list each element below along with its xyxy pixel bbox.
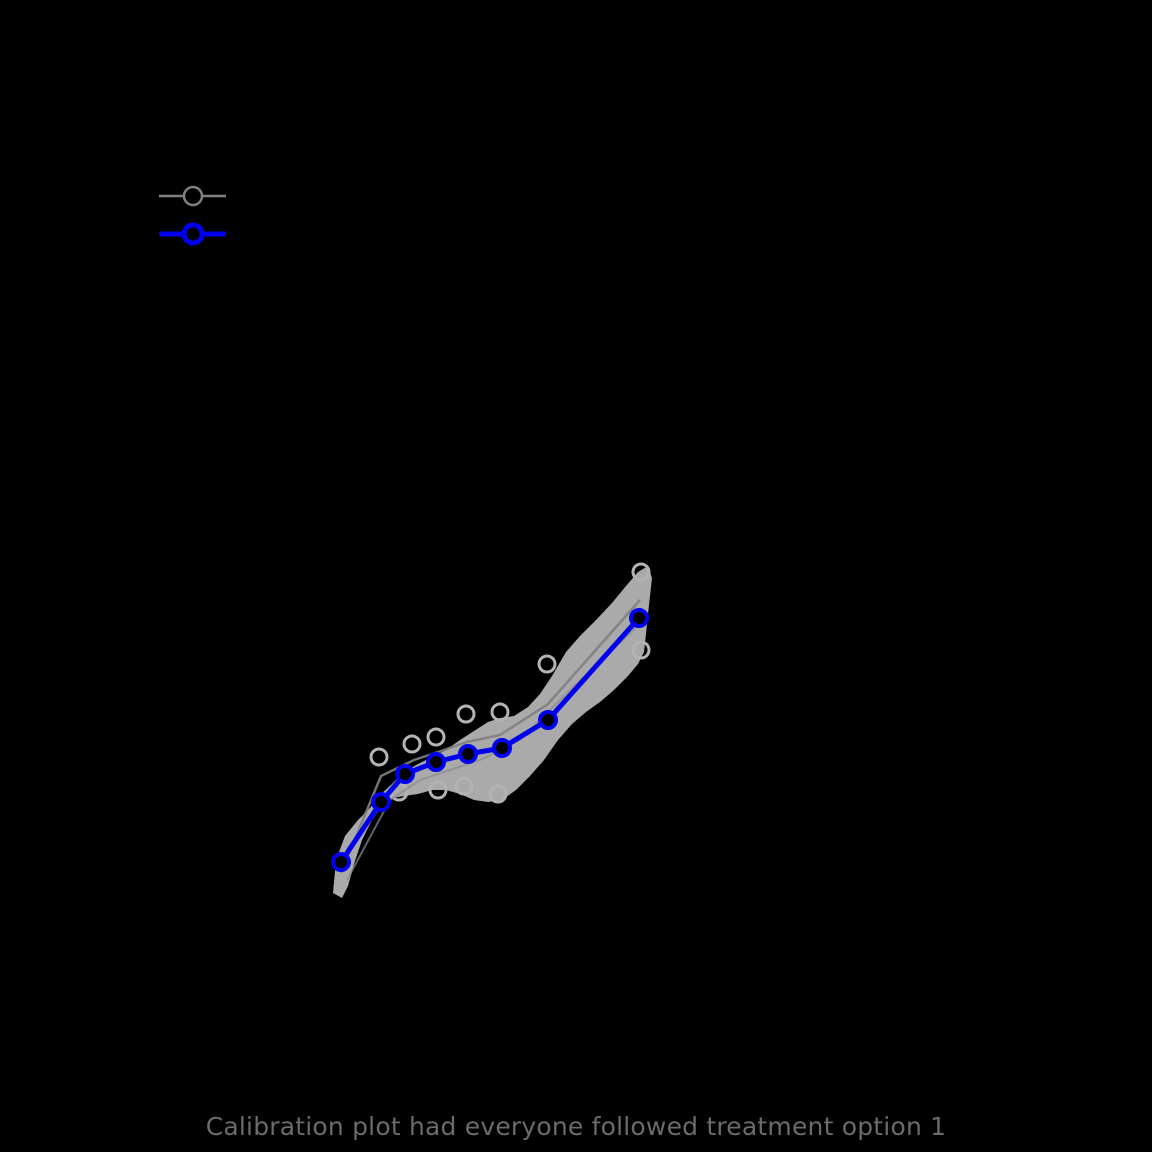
observed-confidence-band <box>333 564 652 898</box>
legend-entry-predicted[interactable] <box>159 225 226 243</box>
plot-legend <box>159 187 226 243</box>
legend-entry-observed[interactable] <box>159 187 226 205</box>
plot-caption: Calibration plot had everyone followed treatment option 1 <box>205 1112 947 1141</box>
